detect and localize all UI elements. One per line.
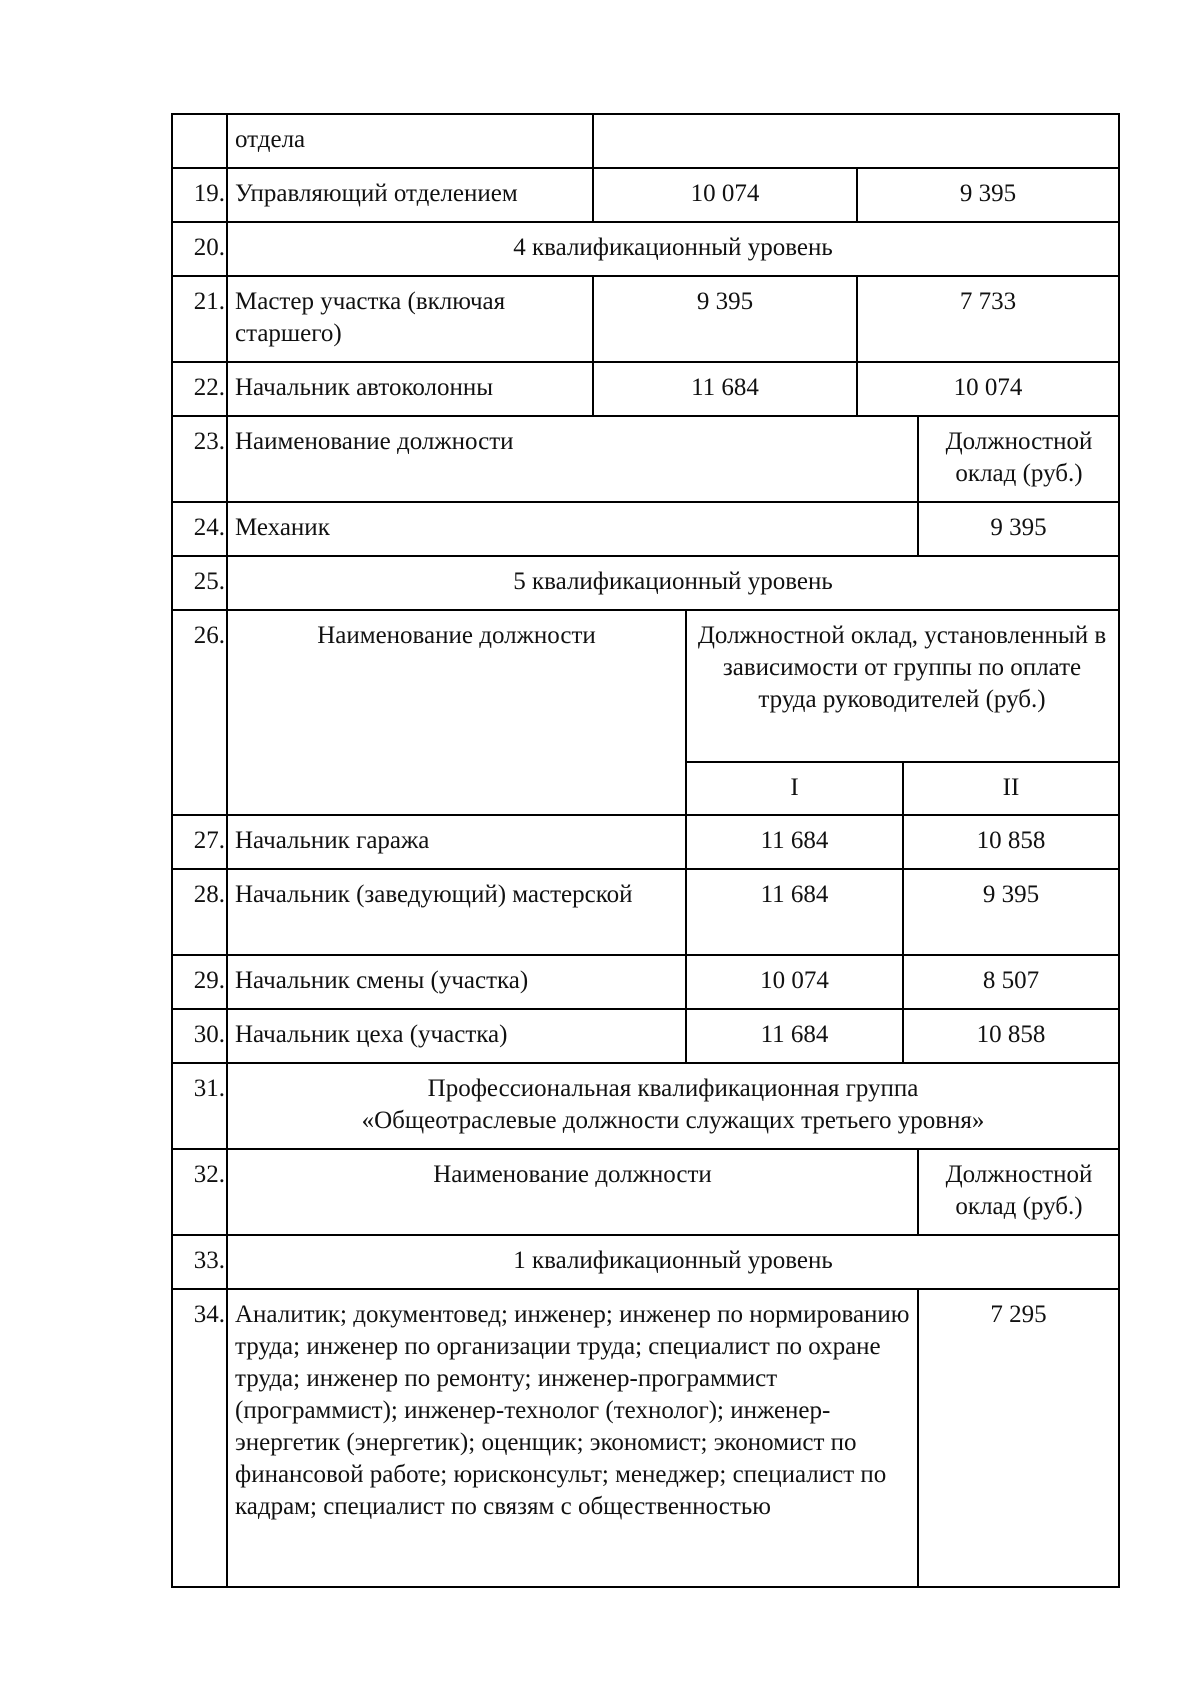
row-22-name: Начальник автоколонны [235, 374, 494, 401]
row-30-name: Начальник цеха (участка) [235, 1021, 508, 1048]
row-28-salary-group2: 9 395 [982, 881, 1040, 908]
row-29-salary-group1: 10 074 [760, 967, 829, 994]
row-28-number: 28. [193, 881, 225, 908]
row-19-salary-group2: 9 395 [959, 180, 1017, 207]
row-23-name-header: Наименование должности [235, 428, 514, 455]
row-31-number: 31. [193, 1075, 225, 1102]
row-21-salary-group2: 7 733 [959, 288, 1017, 315]
row-30-number: 30. [193, 1021, 225, 1048]
row-27-salary-group1: 11 684 [760, 827, 829, 854]
row-34-salary: 7 295 [990, 1301, 1047, 1328]
row-33-heading: 1 квалификационный уровень [513, 1247, 833, 1274]
row-30-salary-group2: 10 858 [976, 1021, 1046, 1048]
row-28-name: Начальник (заведующий) мастерской [235, 881, 633, 908]
row-20-heading: 4 квалификационный уровень [513, 234, 833, 261]
row-34-number: 34. [193, 1301, 225, 1328]
row-21-name: Мастер участка (включая старшего) [235, 288, 506, 347]
row-24-number: 24. [193, 514, 225, 541]
row-27-number: 27. [193, 827, 225, 854]
row-19-number: 19. [193, 180, 225, 207]
row-26-salary-header: Должностной оклад, установленный в зависимости от группы по оплате труда руководителей (руб.) [697, 622, 1107, 713]
row-20-number: 20. [193, 234, 225, 261]
row-29-salary-group2: 8 507 [982, 967, 1040, 994]
row-32-number: 32. [193, 1161, 225, 1188]
row-24-salary: 9 395 [990, 514, 1047, 541]
row-30-salary-group1: 11 684 [760, 1021, 829, 1048]
row-26-group-I: I [790, 774, 799, 801]
row-22-salary-group1: 11 684 [691, 374, 759, 401]
row-cont-name: отдела [235, 126, 306, 153]
row-23-salary-header: Должностной оклад (руб.) [945, 428, 1093, 487]
row-32-name-header: Наименование должности [433, 1161, 712, 1188]
row-19-salary-group1: 10 074 [690, 180, 760, 207]
row-28-salary-group1: 11 684 [760, 881, 829, 908]
row-22-salary-group2: 10 074 [953, 374, 1023, 401]
row-33-number: 33. [193, 1247, 225, 1274]
row-29-number: 29. [193, 967, 225, 994]
row-26-number: 26. [193, 622, 225, 649]
row-34-name: Аналитик; документовед; инженер; инженер по нормированию труда; инженер по организации труда; специалист по охране труда; инженер по ремонту; инженер-программист (программист); инженер-технолог (технолог); инженер-энергетик (энергетик); оценщик; экономист; экономист по финансовой работе; юрисконсульт; менеджер; специалист по кадрам; специалист по связям с общественностью [235, 1301, 910, 1520]
row-31-heading-line1: Профессиональная квалификационная группа [427, 1075, 919, 1102]
row-26-name-header: Наименование должности [317, 622, 596, 649]
row-23-number: 23. [193, 428, 225, 455]
row-19-name: Управляющий отделением [235, 180, 518, 207]
row-32-salary-header: Должностной оклад (руб.) [945, 1161, 1093, 1220]
row-22-number: 22. [193, 374, 225, 401]
row-26-group-II: II [1002, 774, 1020, 801]
row-21-number: 21. [193, 288, 225, 315]
row-25-number: 25. [193, 568, 225, 595]
row-29-name: Начальник смены (участка) [235, 967, 529, 994]
row-21-salary-group1: 9 395 [696, 288, 754, 315]
row-27-name: Начальник гаража [235, 827, 430, 854]
row-25-heading: 5 квалификационный уровень [513, 568, 833, 595]
row-31-heading-line2: «Общеотраслевые должности служащих третьего уровня» [361, 1107, 985, 1134]
row-27-salary-group2: 10 858 [976, 827, 1046, 854]
row-24-name: Механик [235, 514, 330, 541]
